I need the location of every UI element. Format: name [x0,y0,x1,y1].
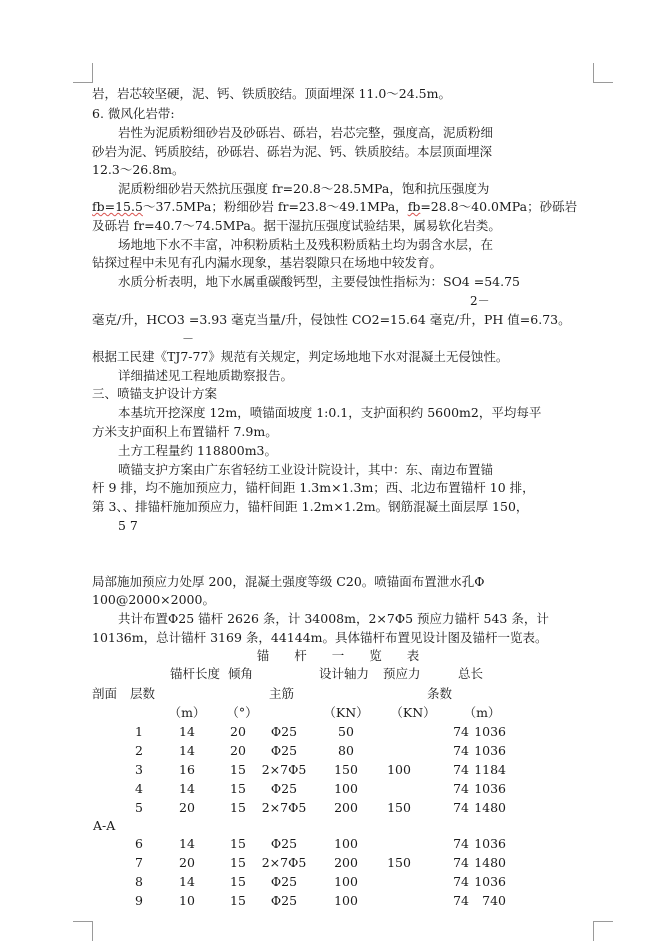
cell-rebar: Φ25 [270,724,298,739]
text-line: 第 3、、排锚杆施加预应力，锚杆间距 1.2m×1.2m。钢筋混凝土面层厚 150， [92,499,529,514]
text-line: 杆 9 排，均不施加预应力，锚杆间距 1.3m×1.3m；西、北边布置锚杆 10 排， [92,480,535,495]
text-line [92,199,577,215]
cell-length: 16 [179,762,195,777]
cell-angle: 15 [230,874,246,889]
cell-count: 74 [453,874,469,889]
cell-layer: 7 [135,855,143,870]
crop-mark-top-right [593,63,613,83]
text-line: 钻探过程中未见有孔内漏水现象，基岩裂隙只在场地中较发育。 [92,255,443,270]
cell-axial: 200 [334,800,358,815]
cell-prestress: 150 [387,800,411,815]
header-unit: （KN） [323,705,369,720]
cell-angle: 15 [230,855,246,870]
header-unit: （m） [168,705,206,720]
cell-count: 74 [453,836,469,851]
cell-layer: 9 [135,893,143,908]
text-line: 岩，岩芯较坚硬，泥、钙、铁质胶结。顶面埋深 11.0～24.5m。 [92,86,451,101]
cell-angle: 20 [230,724,246,739]
crop-mark-top-left [73,63,93,83]
text-line: 共计布置Φ25 锚杆 2626 条，计 34008m，2×7Φ5 预应力锚杆 543 条，计 [118,611,549,626]
text-line: 详细描述见工程地质勘察报告。 [118,368,294,383]
section-label: A-A [93,818,116,833]
crop-mark-bottom-left [73,921,93,941]
header-length: 锚杆长度 [170,666,221,681]
cell-layer: 3 [135,762,143,777]
cell-layer: 4 [135,781,143,796]
cell-axial: 200 [334,855,358,870]
cell-angle: 15 [230,762,246,777]
spellcheck-word: fb=15.5 [92,199,143,214]
cell-count: 74 [453,743,469,758]
cell-layer: 2 [135,743,143,758]
text-line: 局部施加预应力处厚 200，混凝土强度等级 C20。喷锚面布置泄水孔Φ [92,574,485,589]
cell-total: 1184 [474,762,506,777]
section-heading: 6. 微风化岩带: [92,106,175,121]
cell-layer: 5 [135,800,143,815]
cell-total: 1036 [474,836,506,851]
text-line: 本基坑开挖深度 12m，喷锚面坡度 1:0.1，支护面积约 5600m2，平均每平 [118,405,542,420]
header-unit: （°） [226,705,258,720]
header-total: 总长 [458,666,484,681]
cell-count: 74 [453,762,469,777]
cell-prestress: 100 [387,762,411,777]
crop-mark-bottom-right [593,921,613,941]
header-count: 条数 [427,686,453,701]
cell-length: 14 [179,874,195,889]
cell-rebar: Φ25 [270,893,298,908]
spellcheck-word: fb [407,199,421,214]
header-layers: 层数 [130,686,156,701]
text-line: 土方工程量约 118800m3。 [118,443,277,458]
text-line: 根据工民建《TJ7-77》规范有关规定，判定场地地下水对混凝土无侵蚀性。 [92,349,509,364]
cell-angle: 15 [230,781,246,796]
cell-axial: 100 [334,874,358,889]
cell-rebar: Φ25 [270,836,298,851]
table-title: 锚 杆 一 览 表 [256,648,420,663]
cell-count: 74 [453,724,469,739]
cell-rebar: 2×7Φ5 [261,762,307,777]
text-line: 毫克/升，HCO3 =3.93 毫克当量/升，侵蚀性 CO2=15.64 毫克/升，PH 值=6.73。 [92,312,571,327]
cell-angle: 20 [230,743,246,758]
cell-length: 20 [179,800,195,815]
cell-length: 14 [179,724,195,739]
text-line: 岩性为泥质粉细砂岩及砂砾岩、砾岩，岩芯完整，强度高，泥质粉细 [118,125,494,140]
section-heading: 三、喷锚支护设计方案 [92,386,218,401]
text-segment: ～37.5MPa；粉细砂岩 fr=23.8～49.1MPa， [142,199,408,214]
cell-axial: 80 [338,743,354,758]
cell-layer: 1 [135,724,143,739]
text-segment: =28.8～40.0MPa；砂砾岩 [420,199,578,214]
cell-total: 1036 [474,781,506,796]
cell-total: 740 [482,893,506,908]
cell-rebar: 2×7Φ5 [261,855,307,870]
cell-rebar: Φ25 [270,743,298,758]
cell-rebar: Φ25 [270,781,298,796]
cell-length: 20 [179,855,195,870]
page-number: 5 7 [118,518,138,533]
cell-count: 74 [453,893,469,908]
cell-total: 1480 [474,855,506,870]
cell-count: 74 [453,781,469,796]
cell-length: 14 [179,743,195,758]
text-line: 喷锚支护方案由广东省轻纺工业设计院设计，其中：东、南边布置锚 [118,462,494,477]
text-line: 及砾岩 fr=40.7～74.5MPa。据干湿抗压强度试验结果，属易软化岩类。 [92,218,501,233]
cell-length: 14 [179,836,195,851]
header-angle: 倾角 [228,666,254,681]
cell-axial: 100 [334,836,358,851]
text-line: 方米支护面积上布置锚杆 7.9m。 [92,424,278,439]
cell-layer: 6 [135,836,143,851]
header-rebar: 主筋 [269,686,295,701]
cell-rebar: 2×7Φ5 [261,800,307,815]
superscript-charge: 2－ [470,294,490,308]
cell-angle: 15 [230,836,246,851]
cell-axial: 100 [334,893,358,908]
text-line: 水质分析表明，地下水属重碳酸钙型，主要侵蚀性指标为：SO4 =54.75 [118,274,520,289]
header-unit: （KN） [390,705,436,720]
superscript-charge: － [182,332,195,346]
header-unit: （m） [463,705,501,720]
cell-length: 10 [179,893,195,908]
cell-axial: 50 [338,724,354,739]
text-line: 场地地下水不丰富，冲积粉质粘土及残积粉质粘土均为弱含水层，在 [118,237,494,252]
header-axial: 设计轴力 [319,666,370,681]
header-prestress: 预应力 [383,666,421,681]
cell-count: 74 [453,855,469,870]
cell-layer: 8 [135,874,143,889]
cell-count: 74 [453,800,469,815]
cell-total: 1480 [474,800,506,815]
cell-axial: 150 [334,762,358,777]
cell-length: 14 [179,781,195,796]
cell-angle: 15 [230,800,246,815]
cell-total: 1036 [474,724,506,739]
cell-rebar: Φ25 [270,874,298,889]
text-line: 10136m，总计锚杆 3169 条，44144m。具体锚杆布置见设计图及锚杆一览表。 [92,630,548,645]
cell-angle: 15 [230,893,246,908]
text-line: 砂岩为泥、钙质胶结，砂砾岩、砾岩为泥、钙、铁质胶结。本层顶面埋深 [92,144,493,159]
text-line: 100@2000×2000。 [92,592,215,607]
text-line: 12.3～26.8m。 [92,162,185,177]
cell-axial: 100 [334,781,358,796]
header-section: 剖面 [92,686,118,701]
cell-total: 1036 [474,874,506,889]
cell-total: 1036 [474,743,506,758]
cell-prestress: 150 [387,855,411,870]
text-line: 泥质粉细砂岩天然抗压强度 fr=20.8～28.5MPa，饱和抗压强度为 [118,181,490,196]
